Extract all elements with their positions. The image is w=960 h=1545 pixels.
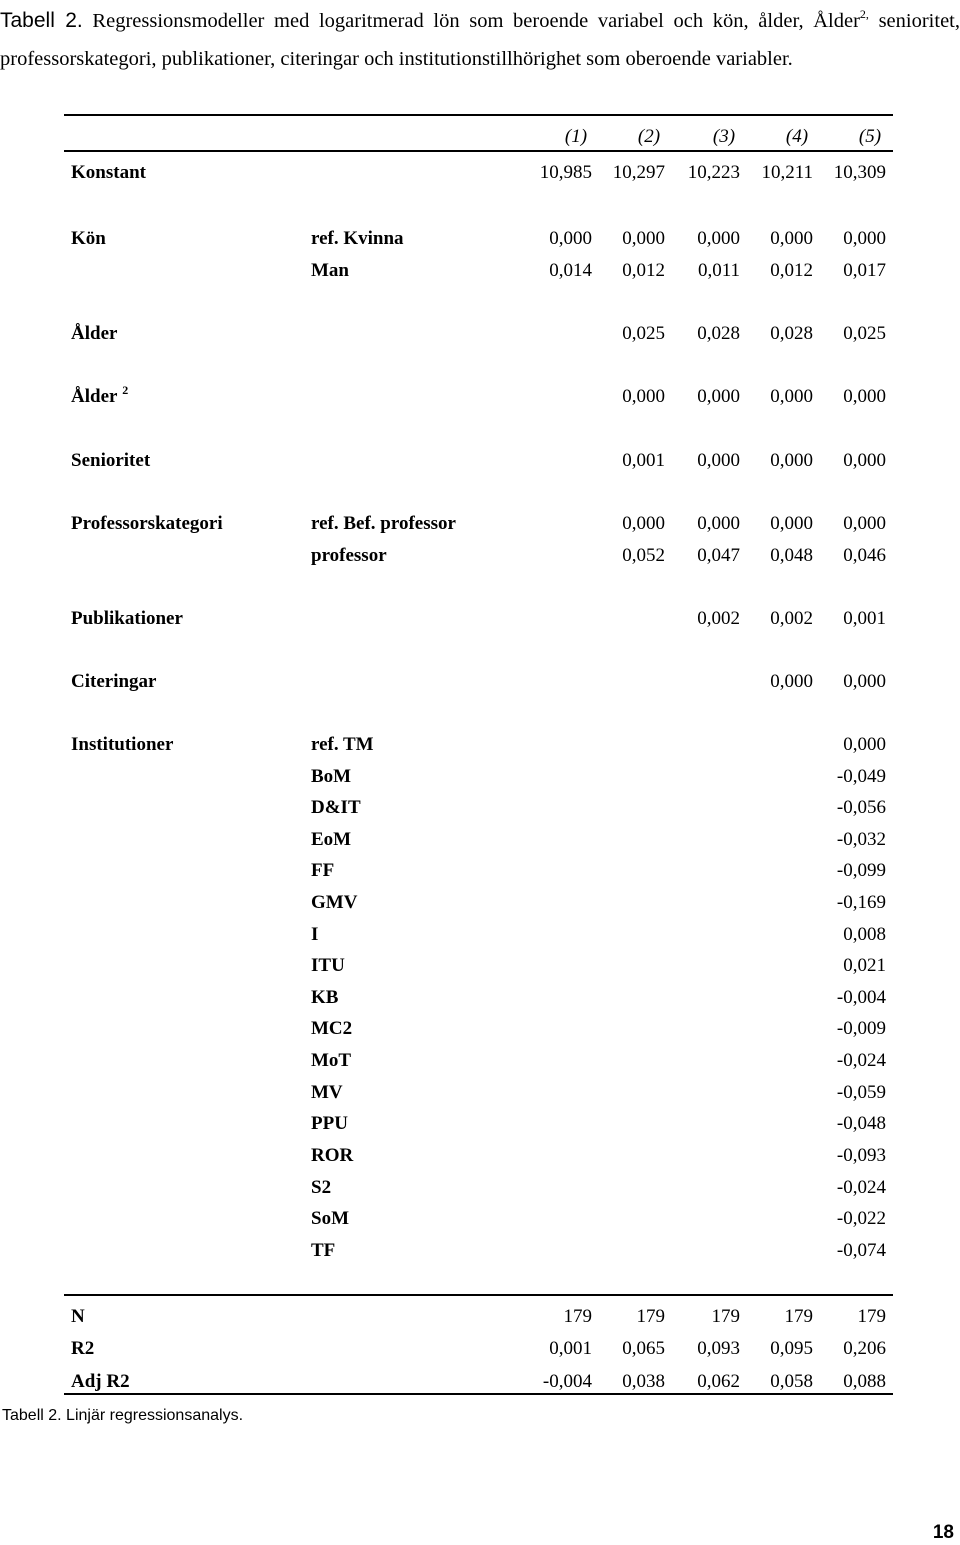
table-cell: -0,093 [836, 1145, 886, 1166]
row-label: Senioritet [71, 450, 151, 471]
stat-cell: 0,088 [843, 1371, 886, 1392]
table-cell: 10,223 [687, 162, 740, 183]
caption-superscript: 2, [859, 7, 869, 21]
table-cell: 10,309 [833, 162, 886, 183]
table-cell: 0,012 [770, 260, 813, 281]
page-number: 18 [932, 1522, 954, 1543]
table-cell: 0,028 [697, 323, 740, 344]
table-cell: 0,047 [697, 545, 740, 566]
table-cell: 0,002 [697, 608, 740, 629]
bottom-rule [64, 1393, 893, 1395]
stat-cell: 179 [636, 1306, 665, 1327]
row-label-group [71, 383, 129, 408]
table-cell: 0,000 [770, 228, 813, 249]
row-sublabel: KB [311, 987, 339, 1008]
table-cell: 0,000 [770, 513, 813, 534]
row-label: Citeringar [71, 671, 157, 692]
stats-rule [64, 1294, 893, 1296]
column-header: (5) [858, 126, 882, 147]
table-cell: 0,000 [843, 734, 886, 755]
table-caption [0, 2, 960, 78]
table-cell: 0,000 [843, 228, 886, 249]
table-cell: 0,000 [843, 671, 886, 692]
stat-cell: 0,001 [549, 1338, 592, 1359]
row-sublabel: MC2 [311, 1018, 353, 1039]
row-label: Ålder [71, 386, 118, 407]
table-cell: 0,014 [549, 260, 592, 281]
stat-cell: -0,004 [542, 1371, 592, 1392]
stat-cell: 179 [563, 1306, 592, 1327]
row-sublabel: I [311, 924, 319, 945]
row-sublabel: GMV [311, 892, 358, 913]
row-sublabel: professor [311, 545, 387, 566]
table-cell: 10,985 [539, 162, 592, 183]
table-cell: -0,032 [836, 829, 886, 850]
row-label: Ålder [71, 323, 118, 344]
row-sublabel: MV [311, 1082, 343, 1103]
table-cell: -0,056 [836, 797, 886, 818]
table-cell: 0,000 [697, 386, 740, 407]
table-cell: 0,052 [622, 545, 665, 566]
caption-text-a: Regressionsmodeller med logaritmerad lön som beroende variabel och kön, ålder, Ålder [82, 10, 860, 32]
row-sublabel: ROR [311, 1145, 354, 1166]
stat-label: Adj R2 [71, 1371, 130, 1392]
table-cell: -0,022 [836, 1208, 886, 1229]
row-sublabel: FF [311, 860, 335, 881]
caption-text-b: senioritet, professorskategori, publikationer, citeringar och institutionstillhörighet som oberoende variabler. [0, 10, 960, 70]
row-sublabel: TF [311, 1240, 336, 1261]
row-label: Institutioner [71, 734, 174, 755]
caption-prefix: Tabell 2. [0, 9, 83, 32]
stat-cell: 0,206 [843, 1338, 886, 1359]
table-cell: 0,048 [770, 545, 813, 566]
table-cell: -0,099 [836, 860, 886, 881]
table-cell: -0,059 [836, 1082, 886, 1103]
table-cell: 0,000 [622, 386, 665, 407]
row-sublabel: S2 [311, 1177, 332, 1198]
table-cell: 0,028 [770, 323, 813, 344]
column-header: (4) [785, 126, 809, 147]
row-sublabel: ref. TM [311, 734, 374, 755]
table-cell: 0,001 [622, 450, 665, 471]
row-sublabel: D&IT [311, 797, 361, 818]
table-cell: 0,025 [622, 323, 665, 344]
table-cell: 10,211 [761, 162, 813, 183]
table-cell: -0,048 [836, 1113, 886, 1134]
stat-cell: 0,058 [770, 1371, 813, 1392]
row-label-superscript: 2 [122, 383, 129, 397]
row-sublabel: ref. Bef. professor [311, 513, 456, 534]
row-label: Professorskategori [71, 513, 223, 534]
table-cell: 0,000 [622, 513, 665, 534]
table-cell: 0,001 [843, 608, 886, 629]
table-cell: 0,000 [770, 386, 813, 407]
stat-cell: 0,095 [770, 1338, 813, 1359]
table-cell: 0,000 [697, 228, 740, 249]
table-cell: 0,000 [843, 386, 886, 407]
table-cell: 0,021 [843, 955, 886, 976]
row-sublabel: EoM [311, 829, 352, 850]
table-cell: -0,004 [836, 987, 886, 1008]
table-cell: 0,000 [549, 228, 592, 249]
table-cell: 0,000 [770, 450, 813, 471]
table-cell: 0,000 [770, 671, 813, 692]
table-cell: 0,008 [843, 924, 886, 945]
table-cell: -0,024 [836, 1050, 886, 1071]
row-sublabel: MoT [311, 1050, 352, 1071]
table-cell: -0,009 [836, 1018, 886, 1039]
row-sublabel: SoM [311, 1208, 349, 1229]
column-header: (1) [564, 126, 588, 147]
table-cell: 0,046 [843, 545, 886, 566]
table-cell: 0,002 [770, 608, 813, 629]
table-cell: 0,000 [843, 450, 886, 471]
stat-cell: 0,093 [697, 1338, 740, 1359]
table-cell: 0,000 [697, 450, 740, 471]
table-cell: 0,012 [622, 260, 665, 281]
table-cell: -0,169 [836, 892, 886, 913]
stat-label: N [71, 1306, 85, 1327]
table-cell: 0,017 [843, 260, 886, 281]
table-cell: 10,297 [612, 162, 665, 183]
stat-cell: 179 [711, 1306, 740, 1327]
table-cell: -0,024 [836, 1177, 886, 1198]
table-cell: 0,000 [697, 513, 740, 534]
table-cell: -0,074 [836, 1240, 886, 1261]
top-rule [64, 114, 893, 116]
row-label: Publikationer [71, 608, 183, 629]
row-sublabel: ITU [311, 955, 345, 976]
row-label: Konstant [71, 162, 146, 183]
column-header: (2) [637, 126, 661, 147]
header-rule [64, 150, 893, 152]
stat-cell: 179 [857, 1306, 886, 1327]
column-header: (3) [712, 126, 736, 147]
row-sublabel: PPU [311, 1113, 348, 1134]
stat-cell: 179 [784, 1306, 813, 1327]
table-cell: 0,025 [843, 323, 886, 344]
stat-cell: 0,038 [622, 1371, 665, 1392]
stat-cell: 0,065 [622, 1338, 665, 1359]
row-sublabel: BoM [311, 766, 352, 787]
row-sublabel: Man [311, 260, 349, 281]
stat-cell: 0,062 [697, 1371, 740, 1392]
table-cell: -0,049 [836, 766, 886, 787]
table-cell: 0,000 [843, 513, 886, 534]
stat-label: R2 [71, 1338, 95, 1359]
footnote: Tabell 2. Linjär regressionsanalys. [2, 1407, 244, 1424]
table-cell: 0,000 [622, 228, 665, 249]
row-sublabel: ref. Kvinna [311, 228, 404, 249]
table-cell: 0,011 [697, 260, 740, 281]
row-label: Kön [71, 228, 106, 249]
